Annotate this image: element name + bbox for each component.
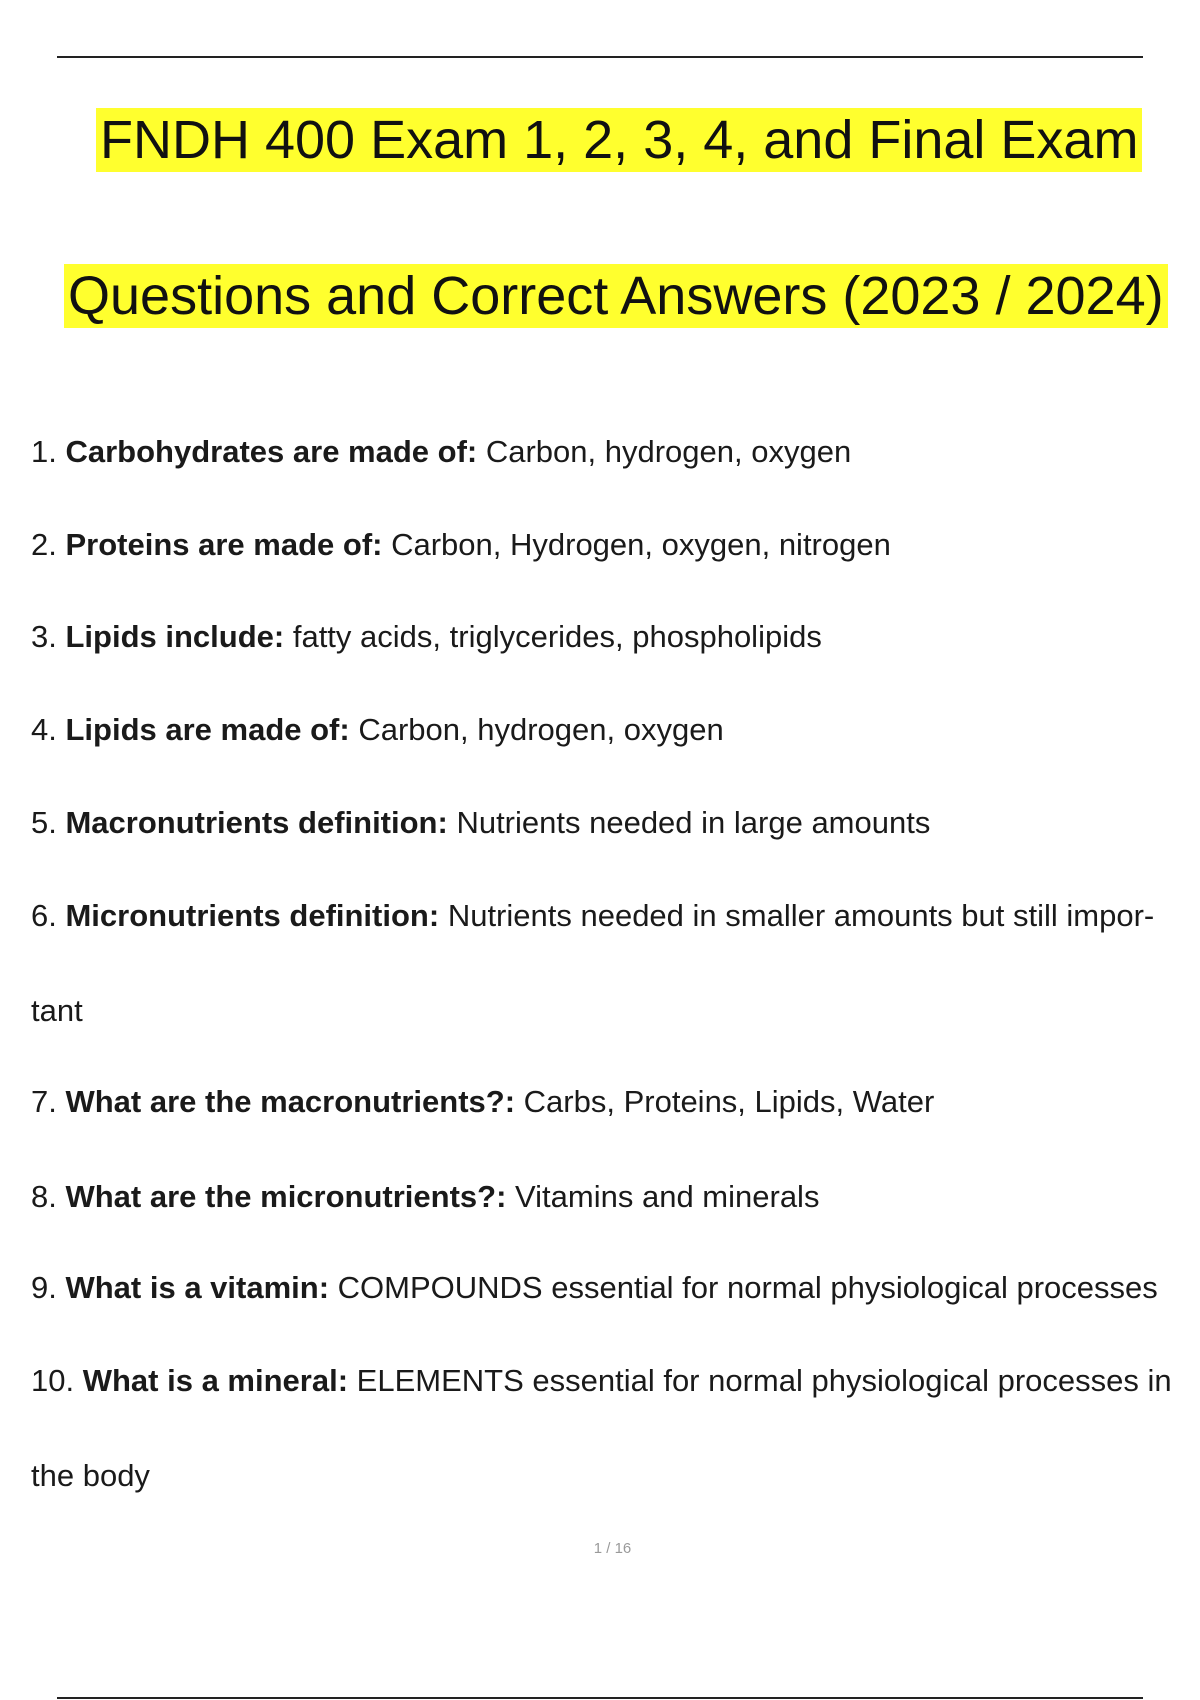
item-number: 10. [31,1363,75,1398]
answer-text: COMPOUNDS essential for normal physiological processes [337,1270,1158,1305]
item-number: 2. [31,527,57,562]
title-line-2: Questions and Correct Answers (2023 / 2024) [64,264,1168,328]
answer-continuation-6: tant [31,993,83,1028]
answer-text: Carbon, hydrogen, oxygen [358,712,724,747]
answer-text: Nutrients needed in large amounts [456,805,931,840]
title-line-1: FNDH 400 Exam 1, 2, 3, 4, and Final Exam [96,108,1142,172]
qa-item-8 [31,1179,819,1215]
qa-item-3 [31,619,822,655]
qa-item-6 [31,898,1154,934]
question-text: What are the micronutrients?: [65,1179,507,1214]
qa-item-2 [31,527,891,563]
qa-item-7 [31,1084,934,1120]
answer-text: ELEMENTS essential for normal physiological processes in [356,1363,1172,1398]
question-text: Lipids are made of: [65,712,350,747]
answer-text: Carbs, Proteins, Lipids, Water [523,1084,935,1119]
question-text: Carbohydrates are made of: [65,434,478,469]
question-text: What is a mineral: [82,1363,349,1398]
item-number: 8. [31,1179,57,1214]
question-text: Micronutrients definition: [65,898,440,933]
item-number: 5. [31,805,57,840]
answer-text: Carbon, Hydrogen, oxygen, nitrogen [391,527,891,562]
qa-item-10 [31,1363,1172,1399]
question-text: Macronutrients definition: [65,805,448,840]
page-indicator: 1 / 16 [593,1540,632,1557]
qa-item-1 [31,434,851,470]
item-number: 6. [31,898,57,933]
top-rule [57,56,1143,58]
item-number: 7. [31,1084,57,1119]
question-text: What is a vitamin: [65,1270,330,1305]
question-text: What are the macronutrients?: [65,1084,516,1119]
answer-text: fatty acids, triglycerides, phospholipids [292,619,822,654]
item-number: 9. [31,1270,57,1305]
qa-item-9 [31,1270,1158,1306]
answer-text: Nutrients needed in smaller amounts but still impor- [447,898,1155,933]
item-number: 4. [31,712,57,747]
question-text: Proteins are made of: [65,527,383,562]
bottom-rule [57,1697,1143,1699]
answer-continuation-10: the body [31,1458,150,1493]
question-text: Lipids include: [65,619,285,654]
answer-text: Carbon, hydrogen, oxygen [485,434,852,469]
item-number: 3. [31,619,57,654]
qa-item-4 [31,712,724,748]
qa-item-5 [31,805,930,841]
item-number: 1. [31,434,57,469]
answer-text: Vitamins and minerals [515,1179,820,1214]
